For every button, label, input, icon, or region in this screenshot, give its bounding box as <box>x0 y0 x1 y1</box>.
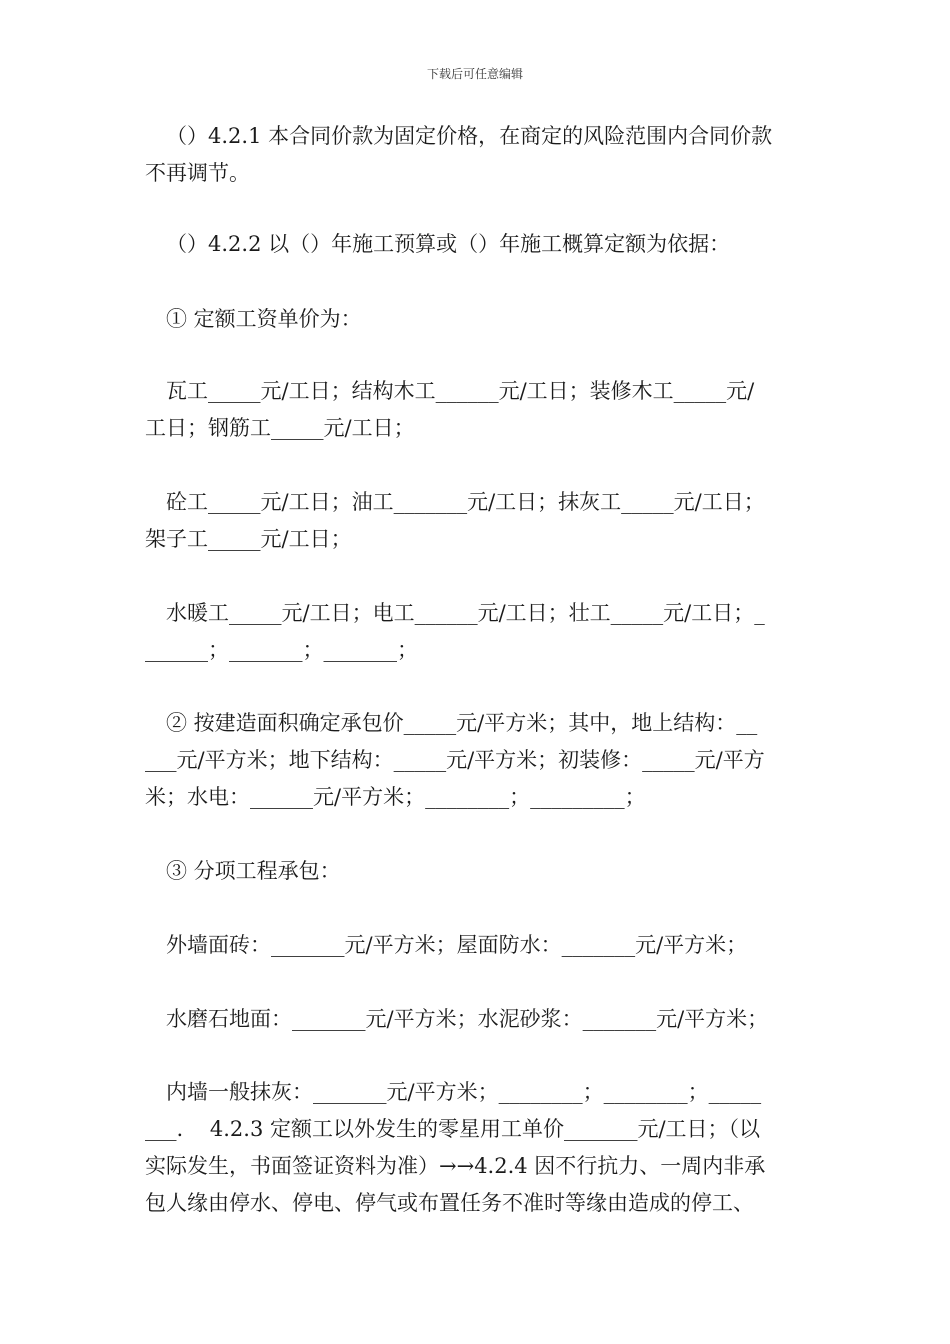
wage-line-1: 瓦工_____元/工日；结构木工______元/工日；装修木工_____元/ <box>166 379 755 403</box>
item-2-line-1: ② 按建造面积确定承包价_____元/平方米；其中，地上结构：__ <box>166 711 758 735</box>
clause-4-2-2-line: （）4.2.2 以（）年施工预算或（）年施工概算定额为依据： <box>166 232 731 256</box>
subitem-line-3: 内墙一般抹灰：_______元/平方米；________；________；_____ <box>166 1080 762 1104</box>
wage-line-6: ______；_______；_______； <box>145 638 418 662</box>
subitem-line-1: 外墙面砖：_______元/平方米；屋面防水：_______元/平方米； <box>166 933 748 957</box>
item-2-line-2: ___元/平方米；地下结构：_____元/平方米；初装修：_____元/平方 <box>145 748 765 772</box>
clause-4-2-1-line-2: 不再调节。 <box>145 161 250 185</box>
item-1-heading: ① 定额工资单价为： <box>166 307 362 331</box>
clause-4-2-4-line-2: 包人缘由停水、停电、停气或布置任务不准时等缘由造成的停工、 <box>145 1191 754 1215</box>
item-3-heading: ③ 分项工程承包： <box>166 859 341 883</box>
item-2-line-3: 米；水电：______元/平方米；________；_________； <box>145 785 646 809</box>
subitem-line-2: 水磨石地面：_______元/平方米；水泥砂浆：_______元/平方米； <box>166 1007 769 1031</box>
wage-line-3: 砼工_____元/工日；油工_______元/工日；抹灰工_____元/工日； <box>166 490 765 514</box>
clause-4-2-4-line-1: 实际发生，书面签证资料为准）→→4.2.4 因不行抗力、一周内非承 <box>145 1154 766 1178</box>
page-header: 下载后可任意编辑 <box>426 67 523 81</box>
clause-4-2-3-line: ___. 4.2.3 定额工以外发生的零星用工单价_______元/工日；（以 <box>145 1117 761 1141</box>
wage-line-2: 工日；钢筋工_____元/工日； <box>145 416 415 440</box>
clause-4-2-1-line-1: （）4.2.1 本合同价款为固定价格，在商定的风险范围内合同价款 <box>166 124 773 148</box>
wage-line-5: 水暖工_____元/工日；电工______元/工日；壮工_____元/工日；_ <box>166 601 765 625</box>
wage-line-4: 架子工_____元/工日； <box>145 527 352 551</box>
